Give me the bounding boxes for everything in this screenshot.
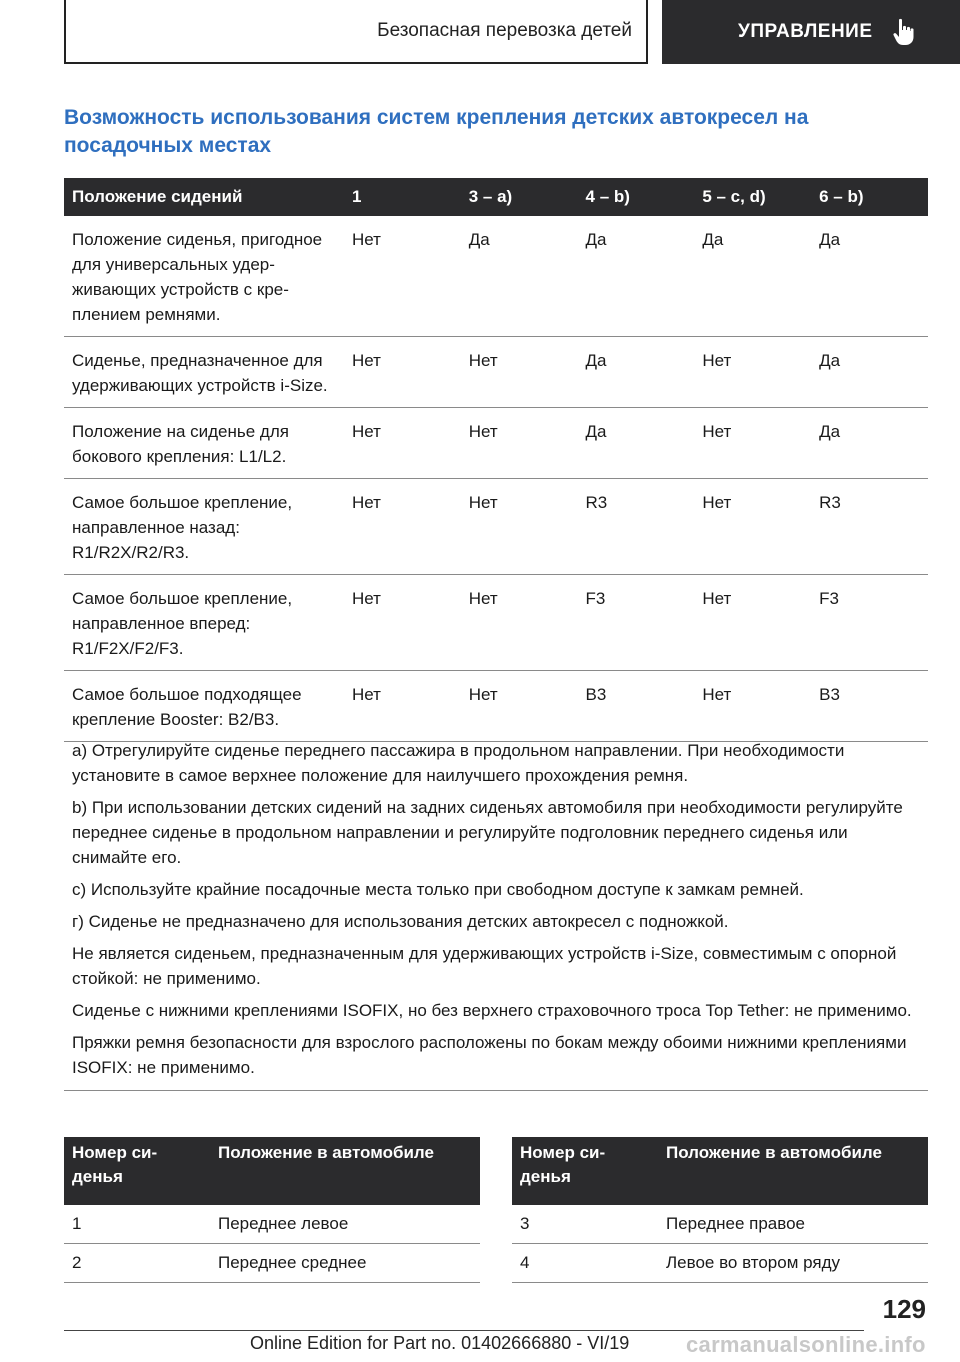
table-row (64, 1244, 480, 1283)
table-cell: Да (694, 216, 811, 337)
watermark: carmanualsonline.info (686, 1332, 926, 1357)
table-row (64, 1205, 480, 1244)
table-cell: F3 (811, 575, 928, 671)
footnote: c) Используйте крайние посадочные места только при свободном доступе к замкам ремней. (72, 880, 804, 899)
table-cell: R3 (811, 479, 928, 575)
table-cell: Нет (461, 671, 578, 742)
header-section-label (64, 0, 648, 64)
table-cell: Да (461, 216, 578, 337)
table-header-cell: 5 – c, d) (694, 178, 811, 216)
table-cell: Нет (461, 408, 578, 479)
table-row (64, 216, 928, 337)
table-header-cell: Номер сиденья (64, 1137, 210, 1205)
table-cell: Да (578, 337, 695, 408)
page-number: 129 (882, 1294, 926, 1324)
table-cell: Сиденье, предназначенное для удерживающих устройств i-Size. (64, 337, 344, 408)
seat-number-table-left (64, 1137, 480, 1283)
table-cell: Нет (344, 479, 461, 575)
table-cell: 4 (512, 1244, 658, 1283)
table-cell: Нет (461, 337, 578, 408)
table-cell: R3 (578, 479, 695, 575)
table-cell: Да (578, 216, 695, 337)
seat-number-table-right (512, 1137, 928, 1283)
header-chapter-text: УПРАВЛЕНИЕ (738, 21, 873, 42)
table-header-row (512, 1137, 928, 1205)
table-header-row (64, 178, 928, 216)
table-header-cell: 6 – b) (811, 178, 928, 216)
table-footnotes (64, 731, 928, 1091)
header-section-text: Безопасная перевозка детей (377, 20, 632, 41)
header-chapter-tab (662, 0, 960, 64)
footer-edition-text: Online Edition for Part no. 01402666880 - VI/19 (250, 1333, 630, 1353)
section-title: Возможность использования систем крепления детских автокресел на посадочных местах (64, 106, 809, 157)
table-cell: Нет (344, 408, 461, 479)
table-cell: Переднее левое (210, 1205, 480, 1244)
footnote: Пряжки ремня безопасности для взрослого расположены по бокам между обоими нижними креплениями ISOFIX: не применимо. (72, 1033, 907, 1077)
table-cell: Нет (694, 479, 811, 575)
footnote: г) Сиденье не предназначено для использования детских автокресел с подножкой. (72, 912, 729, 931)
table-cell: Нет (461, 479, 578, 575)
table-cell: Нет (344, 337, 461, 408)
table-cell: Положение сиденья, пригодное для универсальных удерживающих устройств с креплением ремнями. (64, 216, 344, 337)
table-cell: Левое во втором ряду (658, 1244, 928, 1283)
table-cell: Да (578, 408, 695, 479)
table-row (512, 1244, 928, 1283)
table-cell: Нет (344, 575, 461, 671)
table-cell: Нет (344, 671, 461, 742)
footnote: a) Отрегулируйте сиденье переднего пассажира в продольном направлении. При необходимости установите в самое верхнее положение для наилучшего прохождения ремня. (72, 741, 845, 785)
table-cell: Нет (694, 671, 811, 742)
table-row (64, 575, 928, 671)
table-cell: Нет (694, 337, 811, 408)
footnote: Сиденье с нижними креплениями ISOFIX, но без верхнего страховочного троса Top Tether: не применимо. (72, 1001, 912, 1020)
table-row (512, 1205, 928, 1244)
table-cell: Переднее правое (658, 1205, 928, 1244)
table-cell: Переднее среднее (210, 1244, 480, 1283)
table-cell: Самое большое крепление, направленное вперед: R1/F2X/F2/F3. (64, 575, 344, 671)
table-cell: Нет (461, 575, 578, 671)
footer-divider (64, 1330, 864, 1331)
table-header-cell: 1 (344, 178, 461, 216)
table-cell: Да (811, 408, 928, 479)
table-header-row (64, 1137, 480, 1205)
table-row (64, 479, 928, 575)
table-cell: Да (811, 337, 928, 408)
table-row (64, 337, 928, 408)
table-cell: Нет (694, 575, 811, 671)
table-cell: Да (811, 216, 928, 337)
table-row (64, 408, 928, 479)
footnote: Не является сиденьем, предназначенным для удерживающих устройств i-Size, совместимым с опорной стойкой: не применимо. (72, 944, 897, 988)
table-cell: 2 (64, 1244, 210, 1283)
table-header-cell: 3 – a) (461, 178, 578, 216)
table-cell: 1 (64, 1205, 210, 1244)
table-cell: Самое большое подходящее крепление Booster: B2/B3. (64, 671, 344, 742)
table-cell: F3 (578, 575, 695, 671)
table-header-cell: 4 – b) (578, 178, 695, 216)
table-cell: Нет (344, 216, 461, 337)
table-cell: 3 (512, 1205, 658, 1244)
table-header-cell: Положение сидений (64, 178, 344, 216)
footnote: b) При использовании детских сидений на задних сиденьях автомобиля при необходимости регулируйте переднее сиденье в продольном направлении и регулируйте подголовник переднего сиденья или снимайте его. (72, 798, 903, 867)
table-cell: B3 (811, 671, 928, 742)
table-cell: B3 (578, 671, 695, 742)
table-cell: Положение на сиденье для бокового крепления: L1/L2. (64, 408, 344, 479)
table-cell: Нет (694, 408, 811, 479)
table-header-cell: Положение в автомобиле (658, 1137, 928, 1205)
table-header-cell: Положение в автомобиле (210, 1137, 480, 1205)
seat-compatibility-table (64, 178, 928, 742)
table-header-cell: Номер сиденья (512, 1137, 658, 1205)
table-cell: Самое большое крепление, направленное назад: R1/R2X/R2/R3. (64, 479, 344, 575)
hand-pointer-icon (893, 18, 915, 46)
